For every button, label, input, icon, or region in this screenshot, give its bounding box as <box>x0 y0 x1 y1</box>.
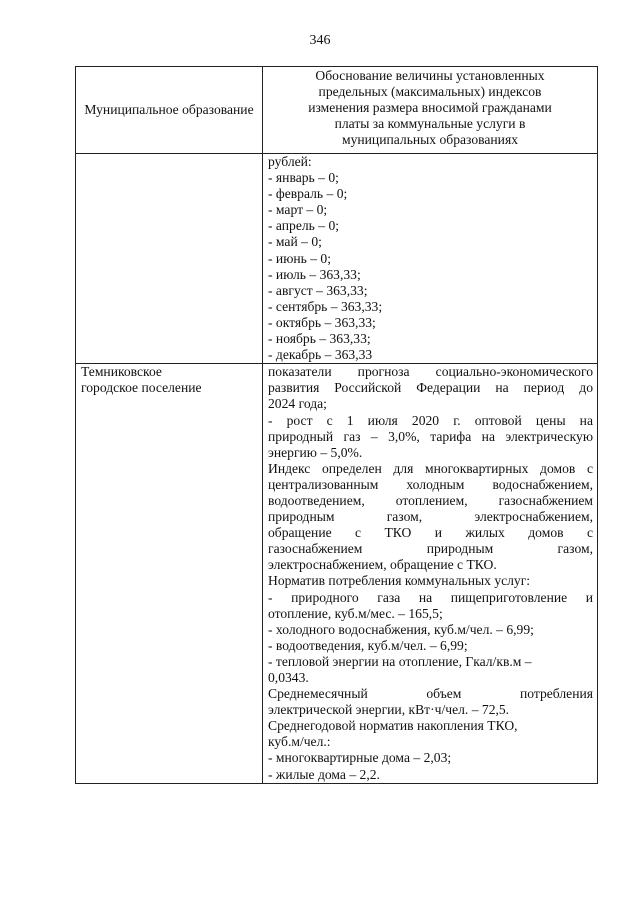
text-line: куб.м/чел.: <box>268 734 331 750</box>
text-line: - природного газа на пищеприготовление и <box>268 589 593 605</box>
header-justification-cell <box>263 67 598 154</box>
header-line: изменения размера вносимой гражданами <box>308 100 552 115</box>
text-line: энергию – 5,0%. <box>268 444 363 460</box>
text-line: - многоквартирные дома – 2,03; <box>268 750 452 766</box>
row1-municipality-cell <box>76 154 263 364</box>
header-justification <box>263 67 597 148</box>
text-line: 2024 года; <box>268 396 327 412</box>
table-header-row <box>76 67 598 154</box>
text-line: обращение с ТКО и жилых домов с <box>268 525 593 541</box>
list-item: - октябрь – 363,33; <box>268 314 376 330</box>
list-item: - апрель – 0; <box>268 218 340 234</box>
text-line: - тепловой энергии на отопление, Гкал/кв.м – <box>268 653 532 669</box>
table-row <box>76 364 598 783</box>
index-table <box>75 66 598 784</box>
header-line: муниципальных образованиях <box>341 132 518 147</box>
text-line: природным газом, электроснабжением, <box>268 509 593 525</box>
page-number: 346 <box>309 33 331 48</box>
list-item: - ноябрь – 363,33; <box>268 331 371 347</box>
text-line: электроснабжением, обращение с ТКО. <box>268 557 497 573</box>
text-line: газоснабжением природным газом, <box>268 541 593 557</box>
text-line: развития Российской Федерации на период до <box>268 380 593 396</box>
row2-municipality-cell <box>76 364 263 783</box>
list-item: - март – 0; <box>268 202 328 218</box>
list-item: - июль – 363,33; <box>268 266 361 282</box>
list-item: - февраль – 0; <box>268 186 348 202</box>
header-line: предельных (максимальных) индексов <box>318 84 542 99</box>
list-item: рублей: <box>268 154 312 169</box>
row1-justification-cell <box>263 154 598 364</box>
header-line: платы за коммунальные услуги в <box>334 116 526 131</box>
text-line: централизованным холодным водоснабжением, <box>268 476 593 492</box>
text-line: 0,0343. <box>268 670 309 685</box>
text-line: - жилые дома – 2,2. <box>268 766 380 782</box>
list-item: - декабрь – 363,33 <box>268 347 373 363</box>
list-item: - январь – 0; <box>268 170 339 186</box>
list-item: - сентябрь – 363,33; <box>268 298 383 314</box>
list-item: - август – 363,33; <box>268 282 368 298</box>
text-line: водоотведением, отоплением, газоснабжением <box>268 492 593 508</box>
header-municipality-cell <box>76 67 263 154</box>
header-line: Обоснование величины установленных <box>315 68 545 83</box>
text-line: электрической энергии, кВт·ч/чел. – 72,5. <box>268 702 510 718</box>
text-line: - холодного водоснабжения, куб.м/чел. – 6,99; <box>268 621 534 637</box>
text-line: - водоотведения, куб.м/чел. – 6,99; <box>268 637 468 653</box>
text-line: показатели прогноза социально-экономического <box>268 364 593 380</box>
municipality-line: городское поселение <box>81 380 202 396</box>
text-line: отопление, куб.м/мес. – 165,5; <box>268 605 443 621</box>
municipality-line: Темниковское <box>81 364 162 380</box>
text-line: - рост с 1 июля 2020 г. оптовой цены на <box>268 412 593 428</box>
row2-justification <box>263 364 597 782</box>
list-item: - июнь – 0; <box>268 250 331 266</box>
text-line: Индекс определен для многоквартирных домов с <box>268 460 593 476</box>
text-line: Норматив потребления коммунальных услуг: <box>268 573 531 589</box>
table-row <box>76 154 598 364</box>
row2-justification-cell <box>263 364 598 783</box>
header-municipality: Муниципальное образование <box>84 101 254 117</box>
text-line: Среднегодовой норматив накопления ТКО, <box>268 718 518 734</box>
row1-justification <box>263 154 597 363</box>
text-line: природный газ – 3,0%, тарифа на электрическую <box>268 428 593 444</box>
text-line: Среднемесячный объем потребления <box>268 686 593 702</box>
list-item: - май – 0; <box>268 234 322 250</box>
row2-municipality <box>76 364 262 396</box>
